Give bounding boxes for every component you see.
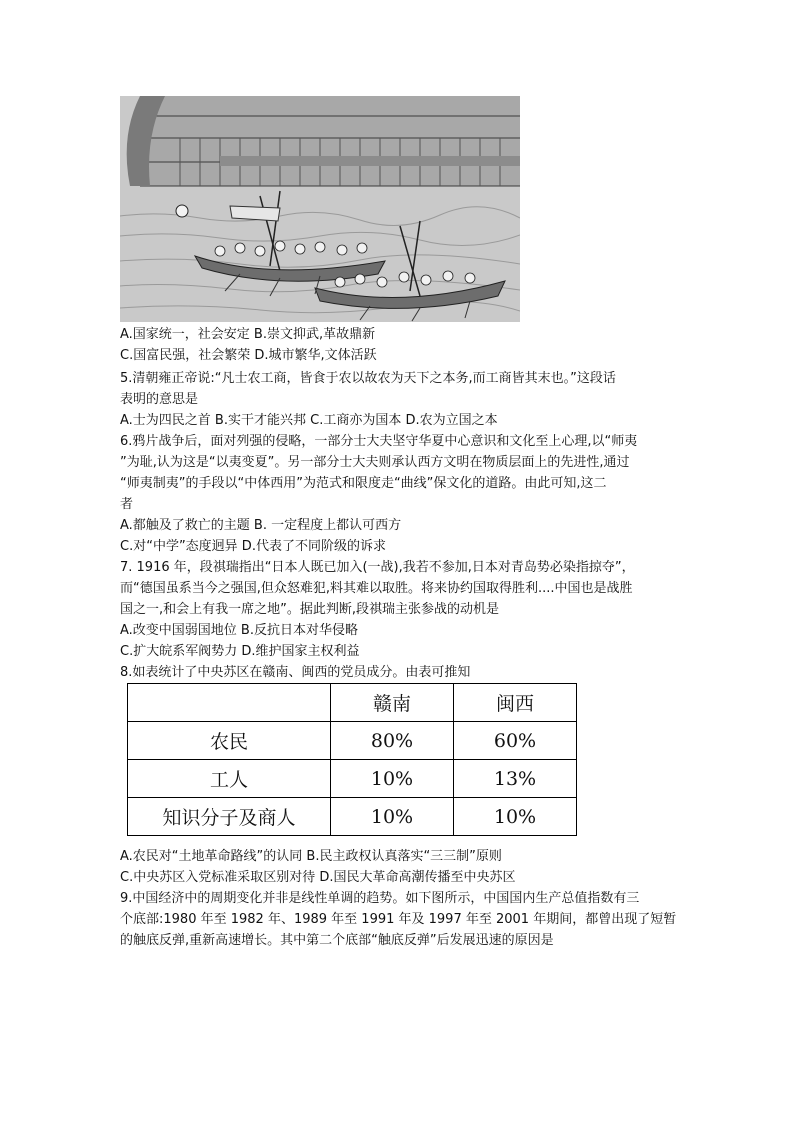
- table-cell: 13%: [454, 760, 577, 798]
- q6-stem-line-4: 者: [120, 497, 134, 512]
- table-cell: 80%: [331, 722, 454, 760]
- table-header-row: [128, 684, 577, 722]
- table-row: [128, 798, 577, 836]
- q9-stem-line-1: 9.中国经济中的周期变化并非是线性单调的趋势。如下图所示，中国国内生产总值指数有三: [120, 891, 640, 906]
- table-cell: 知识分子及商人: [128, 798, 331, 836]
- q9-stem-line-2: 个底部:1980 年至 1982 年、1989 年至 1991 年及 1997 年至 2001 年期间，都曾出现了短暂: [120, 912, 677, 927]
- q8-option-cd: C.中央苏区入党标准采取区别对待 D.国民大革命高潮传播至中央苏区: [120, 870, 516, 885]
- party-member-table: [127, 683, 577, 836]
- q4-option-ab: A.国家统一，社会安定 B.崇文抑武,革故鼎新: [120, 327, 376, 342]
- q8-option-ab: A.农民对“土地革命路线”的认同 B.民主政权认真落实“三三制”原则: [120, 849, 502, 864]
- q6-stem-line-3: “师夷制夷”的手段以“中体西用”为范式和限度走“曲线”保文化的道路。由此可知,这二: [120, 476, 607, 491]
- table-cell: 10%: [454, 798, 577, 836]
- table-header-cell: [128, 684, 331, 722]
- q9-stem-line-3: 的触底反弹,重新高速增长。其中第二个底部“触底反弹”后发展迅速的原因是: [120, 933, 554, 948]
- q6-option-ab: A.都触及了救亡的主题 B. 一定程度上都认可西方: [120, 518, 402, 533]
- table-cell: 农民: [128, 722, 331, 760]
- q5-stem-line-1: 5.清朝雍正帝说:“凡士农工商，皆食于农以故农为天下之本务,而工商皆其末也。”这段话: [120, 371, 616, 386]
- table-header-cell: 赣南: [331, 684, 454, 722]
- q5-options: A.士为四民之首 B.实干才能兴邦 C.工商亦为国本 D.农为立国之本: [120, 413, 498, 428]
- table-cell: 工人: [128, 760, 331, 798]
- table-row: [128, 760, 577, 798]
- q4-option-cd: C.国富民强，社会繁荣 D.城市繁华,文体活跃: [120, 348, 377, 363]
- painting-illustration: [120, 96, 520, 322]
- q7-stem-line-3: 国之一,和会上有我一席之地”。据此判断,段祺瑞主张参战的动机是: [120, 602, 499, 617]
- table-cell: 10%: [331, 760, 454, 798]
- q7-stem-line-2: 而“德国虽系当今之强国,但众怒难犯,料其难以取胜。将来协约国取得胜利....中国也是战胜: [120, 581, 633, 596]
- q7-option-cd: C.扩大皖系军阀势力 D.维护国家主权利益: [120, 644, 360, 659]
- table-row: [128, 722, 577, 760]
- q6-stem-line-2: ”为耻,认为这是“以夷变夏”。另一部分士大夫则承认西方文明在物质层面上的先进性,通过: [120, 455, 630, 470]
- table-header-cell: 闽西: [454, 684, 577, 722]
- q8-stem: 8.如表统计了中央苏区在赣南、闽西的党员成分。由表可推知: [120, 665, 471, 680]
- painting-svg: [120, 96, 520, 322]
- table-cell: 10%: [331, 798, 454, 836]
- q7-option-ab: A.改变中国弱国地位 B.反抗日本对华侵略: [120, 623, 358, 638]
- q6-option-cd: C.对“中学”态度迥异 D.代表了不同阶级的诉求: [120, 539, 386, 554]
- table-cell: 60%: [454, 722, 577, 760]
- q7-stem-line-1: 7. 1916 年，段祺瑞指出“日本人既已加入(一战),我若不参加,日本对青岛势必染指掠夺”，: [120, 560, 635, 575]
- q5-stem-line-2: 表明的意思是: [120, 392, 199, 407]
- q6-stem-line-1: 6.鸦片战争后，面对列强的侵略，一部分士大夫坚守华夏中心意识和文化至上心理,以“师夷: [120, 434, 638, 449]
